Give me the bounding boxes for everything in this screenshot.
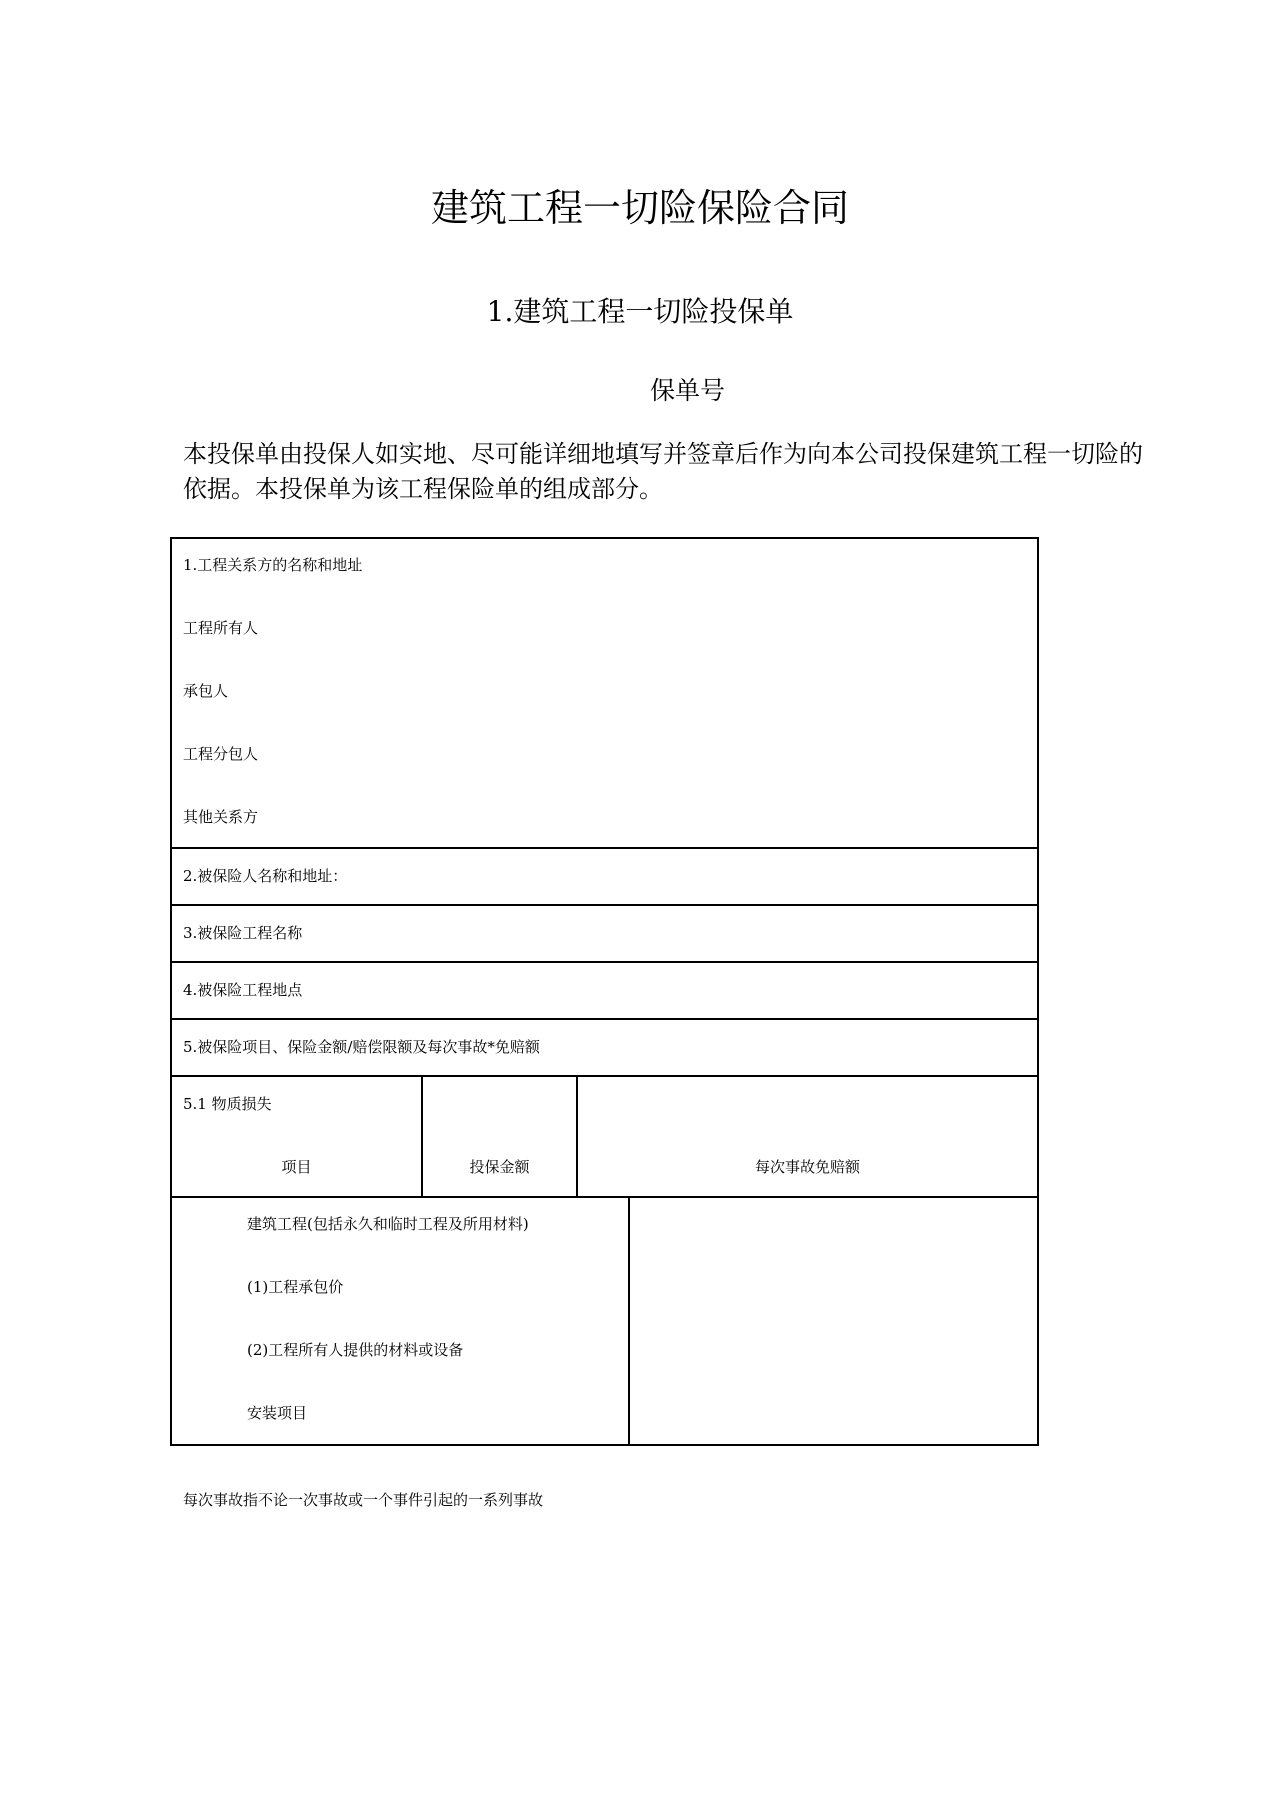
item-installation: 安装项目: [247, 1404, 308, 1422]
section-5-1-heading: 5.1 物质损失: [183, 1095, 272, 1113]
section-5-label: 5.被保险项目、保险金额/赔偿限额及每次事故*免赔额: [183, 1038, 540, 1056]
section-3-label: 3.被保险工程名称: [183, 924, 303, 942]
section-4-label: 4.被保险工程地点: [183, 981, 303, 999]
column-header-deductible: 每次事故免赔额: [754, 1158, 860, 1176]
column-header-insured-amount: 投保金额: [469, 1158, 530, 1176]
form-subtitle: 1.建筑工程一切险投保单: [486, 295, 794, 328]
column-divider: [628, 1196, 630, 1446]
section-1-box: [170, 537, 1039, 849]
policy-number-label: 保单号: [650, 376, 726, 405]
item-owner-materials: (2)工程所有人提供的材料或设备: [247, 1341, 464, 1359]
section-5-1-header-row: [170, 1075, 1039, 1198]
section-1-item-subcontractor: 工程分包人: [183, 745, 259, 763]
section-1-item-owner: 工程所有人: [183, 619, 259, 637]
item-construction-works: 建筑工程(包括永久和临时工程及所用材料): [247, 1215, 529, 1233]
section-2-label: 2.被保险人名称和地址：: [183, 867, 348, 885]
section-1-item-contractor: 承包人: [183, 682, 229, 700]
footnote: 每次事故指不论一次事故或一个事件引起的一系列事故: [183, 1491, 544, 1509]
document-title: 建筑工程一切险保险合同: [430, 186, 849, 230]
item-contract-price: (1)工程承包价: [247, 1278, 344, 1296]
intro-paragraph: 本投保单由投保人如实地、尽可能详细地填写并签章后作为向本公司投保建筑工程一切险的依据。本投保单为该工程保险单的组成部分。: [183, 440, 1143, 503]
section-1-item-other-parties: 其他关系方: [183, 808, 259, 826]
column-divider: [421, 1075, 423, 1198]
column-divider: [576, 1075, 578, 1198]
column-header-item: 项目: [281, 1158, 312, 1176]
section-1-heading: 1.工程关系方的名称和地址: [183, 556, 363, 574]
